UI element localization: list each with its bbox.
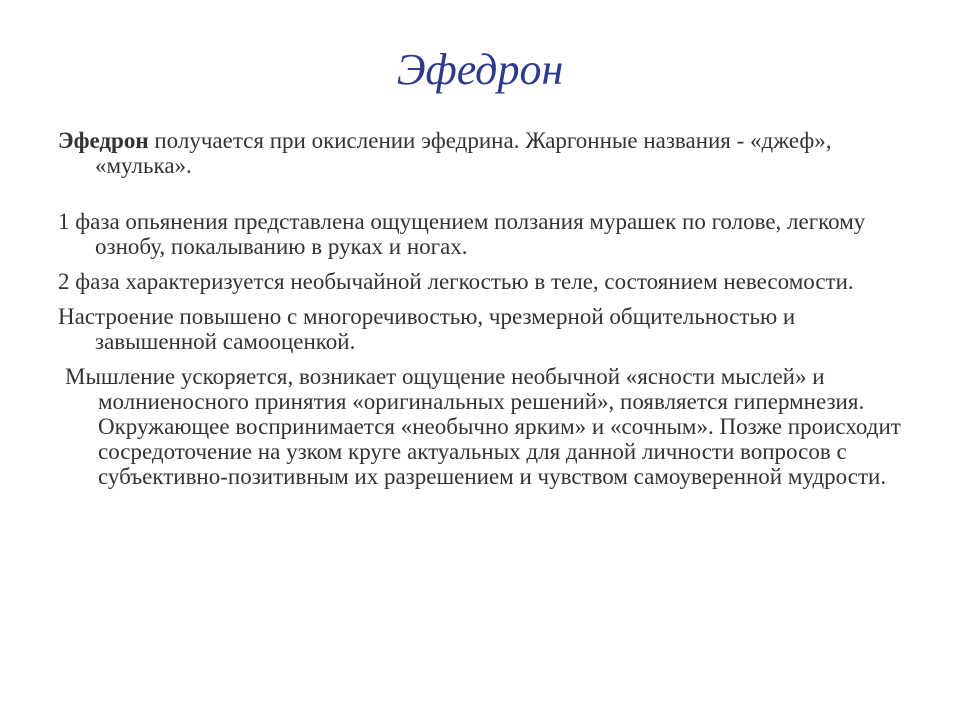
slide-body (58, 128, 908, 489)
paragraph-phase-2: 2 фаза характеризуется необычайной легкостью в теле, состоянием невесомости. (58, 269, 854, 294)
intro-text: получается при окислении эфедрина. Жаргонные названия - «джеф», «мулька». (95, 128, 832, 178)
paragraph-intro (58, 128, 908, 178)
paragraph-phase-1: 1 фаза опьянения представлена ощущением ползания мурашек по голове, легкому ознобу, покалыванию в руках и ногах. (58, 209, 866, 259)
slide-title: Эфедрон (396, 45, 564, 94)
term-bold: Эфедрон (58, 128, 149, 153)
paragraph-thinking: Мышление ускоряется, возникает ощущение необычной «ясности мыслей» и молниеносного принятия «оригинальных решений», появляется гипермнезия. Окружающее воспринимается «необычно ярким» и «сочным». Позже происходит сосредоточение на узком круге актуальных для данной личности вопросов с субъективно-позитивным их разрешением и чувством самоуверенной мудрости. (65, 364, 901, 489)
paragraph-mood: Настроение повышено с многоречивостью, чрезмерной общительностью и завышенной самооценкой. (58, 304, 796, 354)
